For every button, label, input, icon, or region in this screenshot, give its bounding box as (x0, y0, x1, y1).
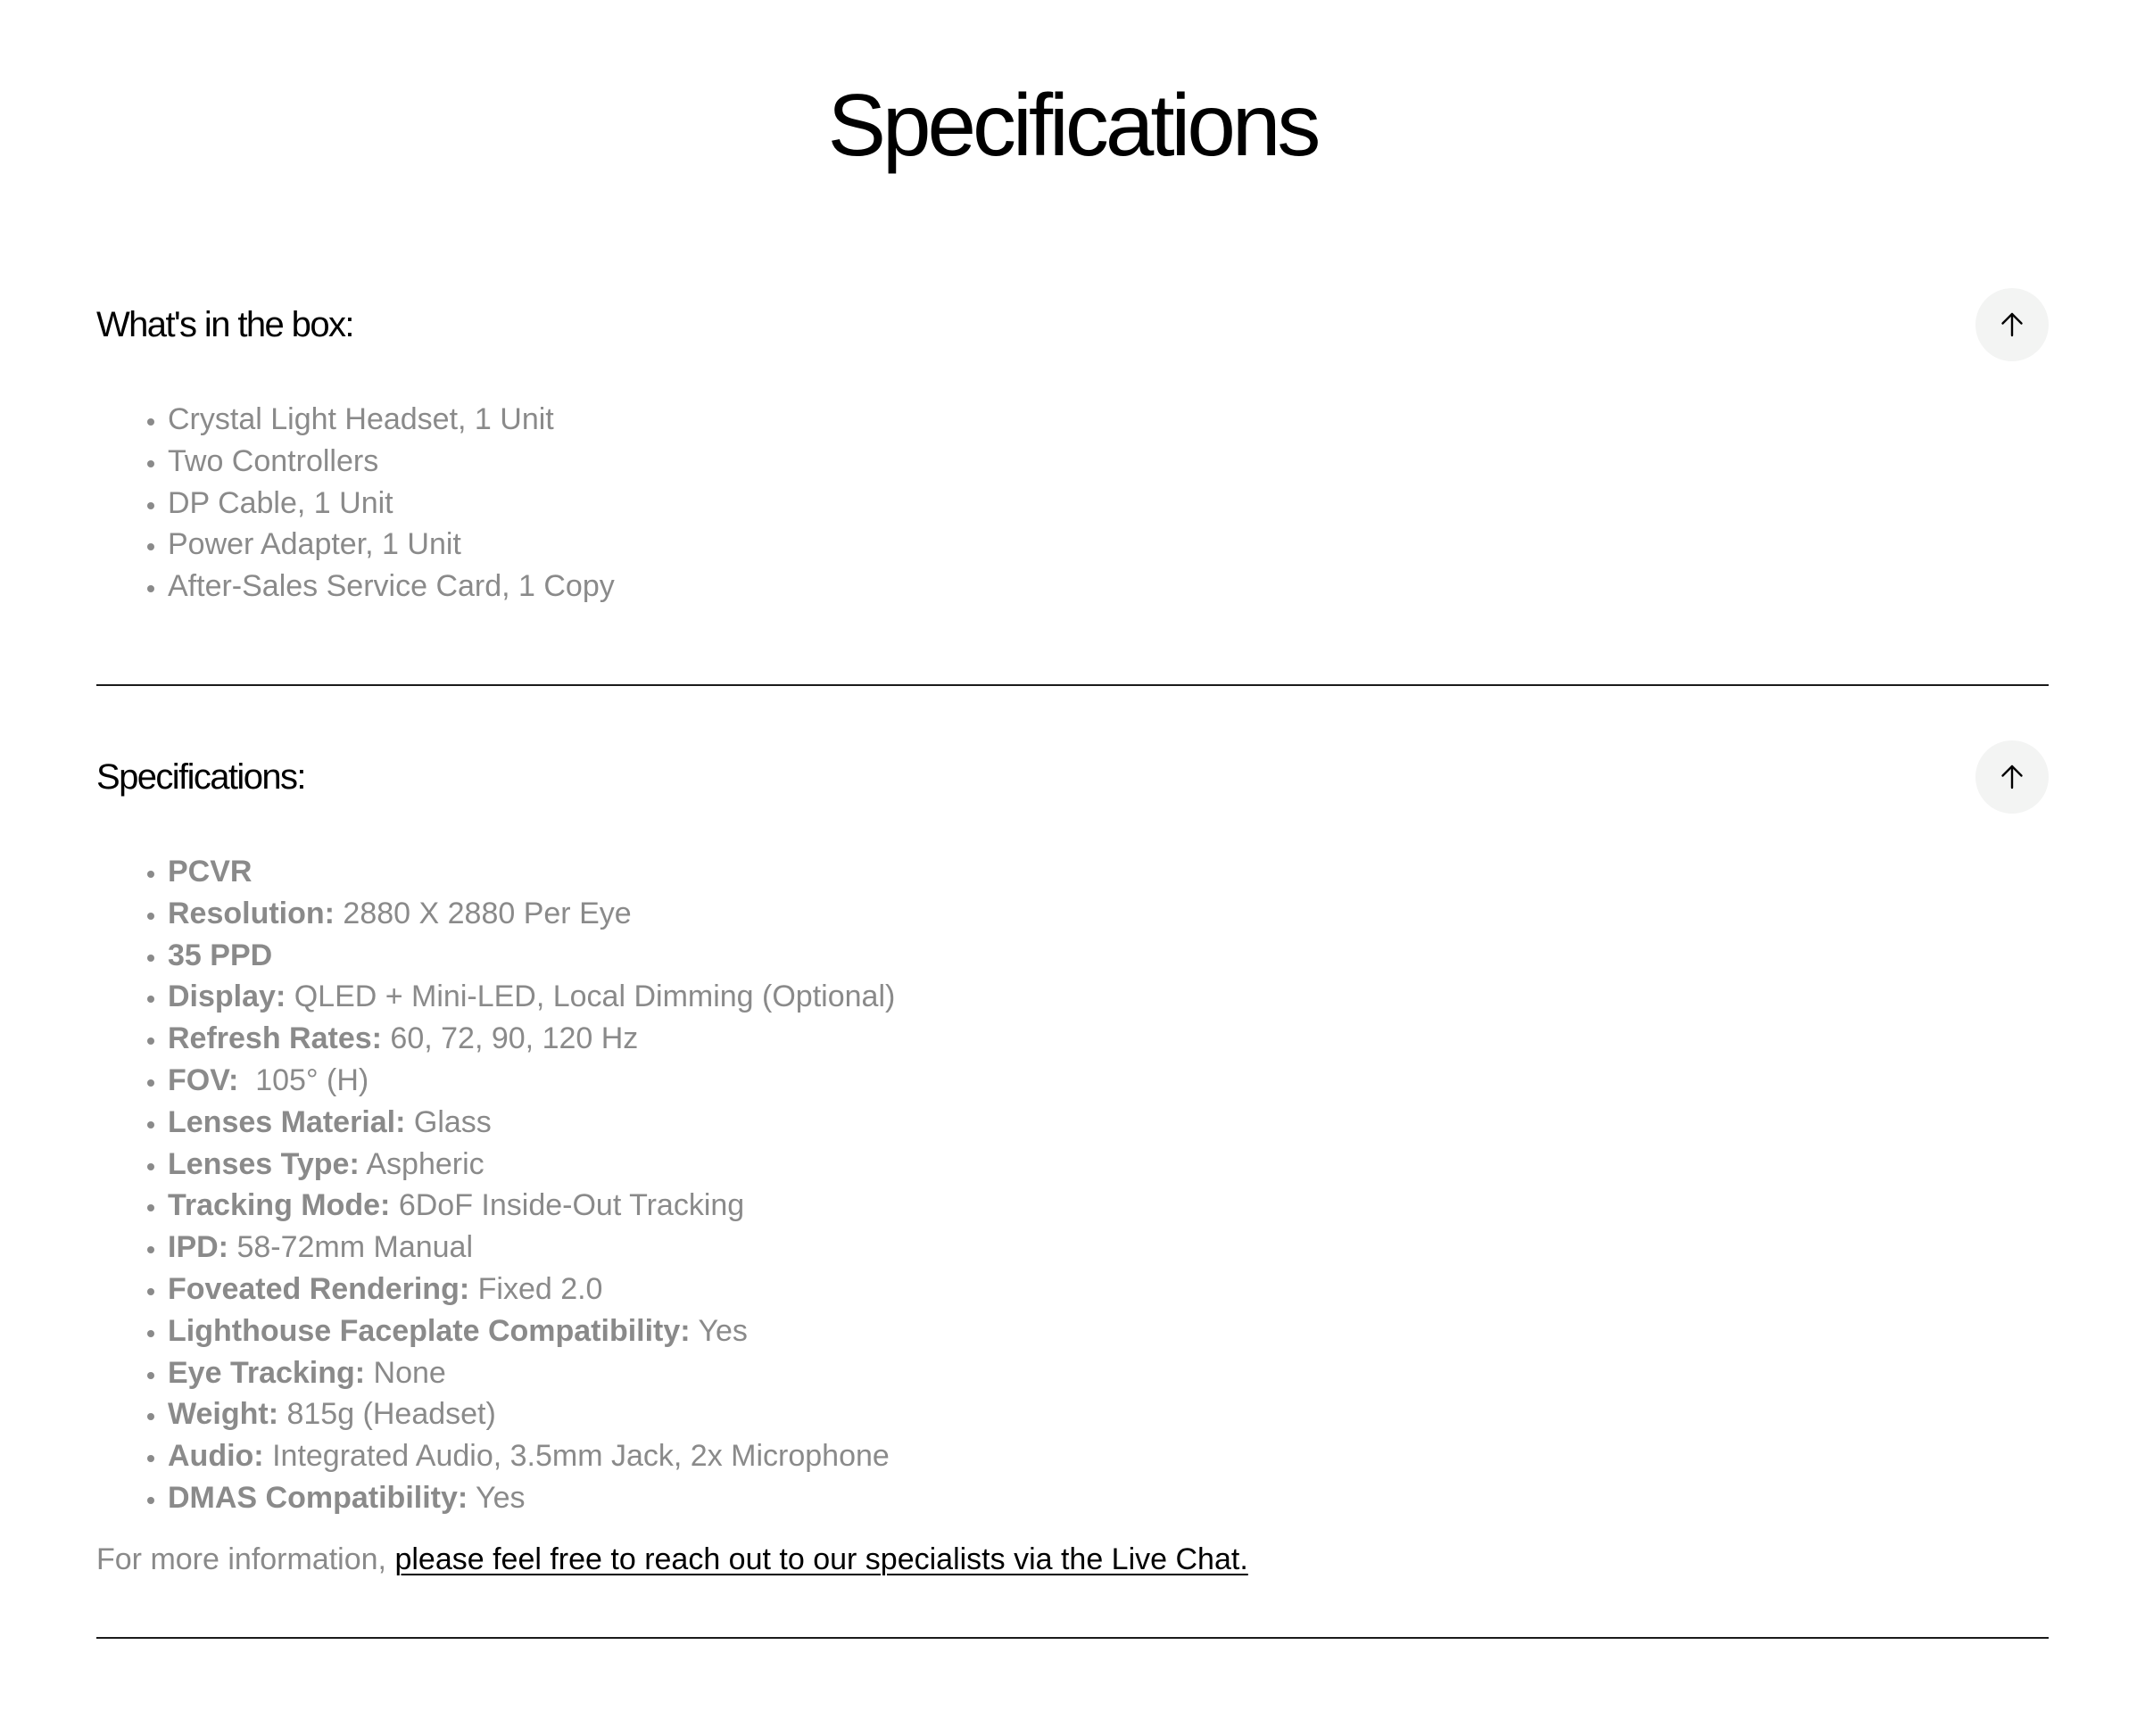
spec-value: Aspheric (359, 1146, 484, 1181)
box-section-collapse-button[interactable] (1975, 288, 2049, 361)
list-item: • DP Cable, 1 Unit (168, 483, 2049, 525)
spec-key: Lighthouse Faceplate Compatibility: (168, 1313, 691, 1348)
spec-item (168, 1393, 2049, 1435)
section-divider (96, 1637, 2049, 1639)
list-item: • Two Controllers (168, 441, 2049, 483)
spec-key: Weight: (168, 1397, 279, 1432)
spec-item (168, 1269, 2049, 1310)
box-section-header[interactable] (96, 288, 2049, 361)
spec-item (168, 1018, 2049, 1060)
spec-item (168, 976, 2049, 1018)
spec-item (168, 1102, 2049, 1144)
spec-item (168, 851, 2049, 893)
spec-key: Foveated Rendering: (168, 1271, 470, 1306)
spec-key: Lenses Material: (168, 1104, 406, 1139)
spec-value: 60, 72, 90, 120 Hz (381, 1021, 639, 1056)
spec-item (168, 1227, 2049, 1269)
spec-item (168, 1144, 2049, 1186)
list-item: • After-Sales Service Card, 1 Copy (168, 566, 2049, 608)
more-info-prefix: For more information, (96, 1542, 395, 1576)
spec-value: 58-72mm Manual (228, 1230, 474, 1265)
spec-item (168, 935, 2049, 977)
arrow-up-icon (1996, 761, 2028, 793)
spec-section-header[interactable] (96, 740, 2049, 814)
more-info-text (96, 1539, 2049, 1580)
spec-item (168, 1352, 2049, 1394)
spec-item (168, 1435, 2049, 1477)
spec-items-list (96, 851, 2049, 1519)
box-items-list (96, 399, 2049, 608)
list-item: • Crystal Light Headset, 1 Unit (168, 399, 2049, 441)
spec-value: Glass (405, 1104, 492, 1139)
spec-section-title: Specifications: (96, 756, 305, 797)
spec-item (168, 1185, 2049, 1227)
section-divider (96, 684, 2049, 686)
spec-value: 2880 X 2880 Per Eye (334, 896, 632, 930)
page-title: Specifications (827, 76, 1318, 174)
spec-key: Resolution: (168, 896, 335, 930)
spec-key: Tracking Mode: (168, 1188, 391, 1223)
spec-key: Eye Tracking: (168, 1355, 366, 1390)
arrow-up-icon (1996, 309, 2028, 341)
spec-value: Yes (468, 1480, 526, 1515)
spec-key: Audio: (168, 1439, 264, 1474)
spec-value: None (365, 1355, 446, 1390)
spec-item (168, 1310, 2049, 1352)
spec-value: 6DoF Inside-Out Tracking (390, 1188, 745, 1223)
box-section-title: What's in the box: (96, 305, 353, 344)
spec-section-collapse-button[interactable] (1975, 740, 2049, 814)
spec-item (168, 1060, 2049, 1102)
list-item: • Power Adapter, 1 Unit (168, 524, 2049, 566)
spec-value: Yes (690, 1313, 748, 1348)
spec-value: 815g (Headset) (278, 1397, 496, 1432)
spec-value: Integrated Audio, 3.5mm Jack, 2x Microphone (263, 1439, 890, 1474)
spec-item (168, 893, 2049, 935)
spec-key: PCVR (168, 854, 253, 889)
spec-value: Fixed 2.0 (469, 1271, 603, 1306)
spec-key: DMAS Compatibility: (168, 1480, 468, 1515)
spec-key: IPD: (168, 1230, 228, 1265)
live-chat-link[interactable]: please feel free to reach out to our specialists via the Live Chat. (394, 1542, 1248, 1576)
box-section (96, 288, 2049, 608)
spec-item (168, 1477, 2049, 1519)
spec-key: Lenses Type: (168, 1146, 360, 1181)
spec-key: FOV: (168, 1062, 239, 1097)
spec-section (96, 740, 2049, 1580)
spec-value: 105° (H) (238, 1062, 369, 1097)
spec-key: Refresh Rates: (168, 1021, 382, 1056)
spec-key: Display: (168, 980, 286, 1014)
spec-key: 35 PPD (168, 938, 273, 972)
spec-value: QLED + Mini-LED, Local Dimming (Optional) (286, 980, 896, 1014)
